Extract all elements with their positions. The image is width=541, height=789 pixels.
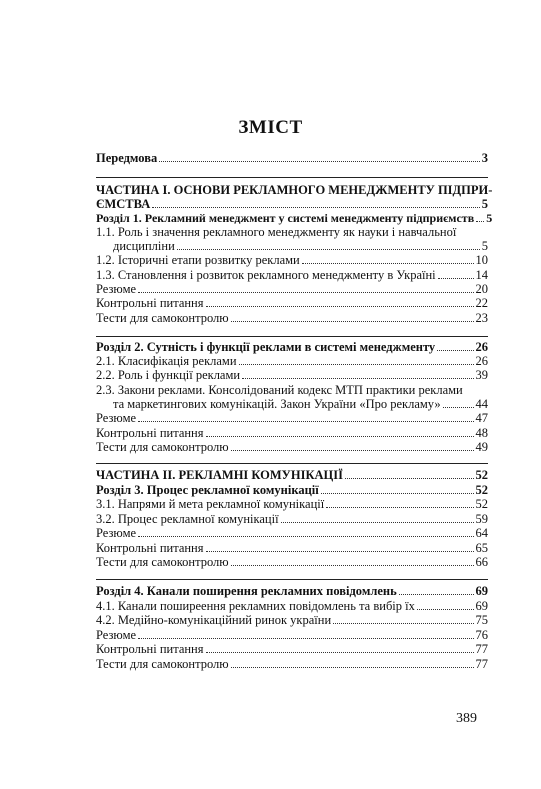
- toc-entry-page: 10: [475, 253, 488, 267]
- toc-entry-title: 3.1. Напрями й мета рекламної комунікації: [96, 497, 325, 511]
- toc-entry[interactable]: [96, 340, 488, 354]
- toc-entry-title: Контрольні питання: [96, 541, 204, 555]
- divider: [96, 177, 488, 178]
- toc-entry-page: 5: [481, 197, 488, 211]
- toc-entry[interactable]: [96, 282, 488, 296]
- toc-entry[interactable]: [96, 239, 488, 253]
- divider: [96, 463, 488, 464]
- toc-entry-title: Резюме: [96, 282, 137, 296]
- toc-entry[interactable]: [96, 197, 488, 211]
- toc-entry[interactable]: [96, 268, 488, 282]
- toc-entry-title: ЧАСТИНА ІІ. РЕКЛАМНІ КОМУНІКАЦІЇ: [96, 468, 343, 482]
- toc-entry-title: та маркетингових комунікацій. Закон України «Про рекламу»: [113, 397, 441, 411]
- toc-entry[interactable]: [96, 555, 488, 569]
- dot-leader: [281, 522, 474, 523]
- dot-leader: [206, 551, 474, 552]
- dot-leader: [333, 623, 473, 624]
- toc-entry-page: 5: [486, 211, 493, 225]
- toc-entry-page: 52: [475, 468, 488, 482]
- toc-entry-page: 52: [475, 483, 488, 497]
- toc-entry-page: 75: [475, 613, 488, 627]
- toc-entry-title: Тести для самоконтролю: [96, 555, 229, 569]
- toc-entry-page: 26: [475, 354, 488, 368]
- dot-leader: [231, 667, 474, 668]
- toc-entry-page: 77: [475, 642, 488, 656]
- toc-entry[interactable]: [96, 526, 488, 540]
- dot-leader: [443, 407, 474, 408]
- dot-leader: [138, 421, 473, 422]
- toc-entry-title: Передмова: [96, 151, 158, 165]
- toc-entry[interactable]: [96, 512, 488, 526]
- toc-entry[interactable]: [96, 253, 488, 267]
- toc-entry-title: 1.2. Історичні етапи розвитку реклами: [96, 253, 300, 267]
- toc-entry[interactable]: [96, 211, 493, 225]
- toc-entry-title: дисципліни: [113, 239, 175, 253]
- toc-entry-title: 2.1. Класифікація реклами: [96, 354, 237, 368]
- toc-entry-title: 2.3. Закони реклами. Консолідований кодекс МТП практики реклами: [96, 383, 463, 397]
- dot-leader: [302, 263, 474, 264]
- toc-entry-title: Розділ 4. Канали поширення рекламних повідомлень: [96, 584, 397, 598]
- page-number: 389: [456, 711, 477, 726]
- toc-entry-title: Тести для самоконтролю: [96, 657, 229, 671]
- dot-leader: [437, 350, 473, 351]
- toc-entry-title: Розділ 1. Рекламний менеджмент у системі менеджменту підприємств: [96, 211, 475, 225]
- toc-entry[interactable]: [96, 354, 488, 368]
- toc-entry-title: 3.2. Процес рекламної комунікації: [96, 512, 279, 526]
- toc-entry-page: 69: [475, 599, 488, 613]
- toc-entry[interactable]: [96, 584, 488, 598]
- toc-entry-title: Резюме: [96, 526, 137, 540]
- dot-leader: [206, 652, 474, 653]
- toc-entry-page: 77: [475, 657, 488, 671]
- toc-entry[interactable]: [96, 225, 488, 239]
- toc-entry[interactable]: [96, 468, 488, 482]
- dot-leader: [326, 507, 473, 508]
- dot-leader: [321, 493, 474, 494]
- dot-leader: [242, 378, 473, 379]
- toc-entry-page: 47: [475, 411, 488, 425]
- toc-entry-title: 4.2. Медійно-комунікаційний ринок україни: [96, 613, 332, 627]
- toc-entry-title: Тести для самоконтролю: [96, 440, 229, 454]
- dot-leader: [399, 594, 474, 595]
- dot-leader: [177, 249, 480, 250]
- toc-entry-title: Розділ 3. Процес рекламної комунікації: [96, 483, 319, 497]
- toc-entry-page: 66: [475, 555, 488, 569]
- dot-leader: [152, 207, 480, 208]
- toc-entry[interactable]: [96, 599, 488, 613]
- toc-entry-title: Тести для самоконтролю: [96, 311, 229, 325]
- dot-leader: [231, 321, 474, 322]
- toc-entry-page: 3: [481, 151, 488, 165]
- page-title: ЗМІСТ: [238, 117, 303, 138]
- toc-entry[interactable]: [96, 440, 488, 454]
- toc-entry-title: 4.1. Канали поширеення рекламних повідомлень та вибір їх: [96, 599, 415, 613]
- toc-entry-page: 52: [475, 497, 488, 511]
- dot-leader: [417, 609, 474, 610]
- dot-leader: [239, 364, 474, 365]
- toc-entry[interactable]: [96, 426, 488, 440]
- dot-leader: [138, 292, 473, 293]
- toc-entry[interactable]: [96, 642, 488, 656]
- dot-leader: [438, 278, 474, 279]
- toc-entry[interactable]: [96, 483, 488, 497]
- toc-entry-page: 39: [475, 368, 488, 382]
- toc-entry[interactable]: [96, 296, 488, 310]
- toc-entry-title: 1.3. Становлення і розвиток рекламного менеджменту в Україні: [96, 268, 436, 282]
- toc-entry-title: 1.1. Роль і значення рекламного менеджменту як науки і навчальної: [96, 225, 457, 239]
- toc-entry-page: 48: [475, 426, 488, 440]
- dot-leader: [345, 478, 474, 479]
- dot-leader: [206, 306, 474, 307]
- toc-entry-page: 65: [475, 541, 488, 555]
- toc-entry[interactable]: [96, 628, 488, 642]
- toc-entry-page: 26: [475, 340, 488, 354]
- toc-entry-title: Контрольні питання: [96, 642, 204, 656]
- toc-entry-page: 49: [475, 440, 488, 454]
- dot-leader: [206, 436, 474, 437]
- dot-leader: [231, 450, 474, 451]
- toc-entry-page: 59: [475, 512, 488, 526]
- toc-entry-title: ЧАСТИНА І. ОСНОВИ РЕКЛАМНОГО МЕНЕДЖМЕНТУ ПІДПРИ-: [96, 183, 493, 197]
- toc-entry[interactable]: [96, 657, 488, 671]
- toc-entry-page: 20: [475, 282, 488, 296]
- toc-entry-page: 23: [475, 311, 488, 325]
- dot-leader: [138, 638, 473, 639]
- toc-entry[interactable]: [96, 183, 493, 197]
- toc-entry-page: 69: [475, 584, 488, 598]
- toc-entry[interactable]: [96, 397, 488, 411]
- toc-entry-page: 64: [475, 526, 488, 540]
- toc-entry[interactable]: [96, 151, 488, 165]
- toc-entry[interactable]: [96, 497, 488, 511]
- dot-leader: [476, 221, 484, 222]
- dot-leader: [138, 536, 473, 537]
- toc-entry[interactable]: [96, 613, 488, 627]
- toc-entry-page: 22: [475, 296, 488, 310]
- toc-entry-title: Контрольні питання: [96, 426, 204, 440]
- toc-entry-title: Резюме: [96, 411, 137, 425]
- dot-leader: [159, 161, 480, 162]
- toc-entry[interactable]: [96, 541, 488, 555]
- toc-entry[interactable]: [96, 383, 488, 397]
- toc-entry[interactable]: [96, 411, 488, 425]
- toc-entry-page: 5: [481, 239, 488, 253]
- toc-entry-page: 14: [475, 268, 488, 282]
- toc-entry-title: 2.2. Роль і функції реклами: [96, 368, 241, 382]
- toc-entry-title: Резюме: [96, 628, 137, 642]
- toc-entry-title: Контрольні питання: [96, 296, 204, 310]
- toc-entry[interactable]: [96, 368, 488, 382]
- toc-entry[interactable]: [96, 311, 488, 325]
- dot-leader: [231, 565, 474, 566]
- divider: [96, 579, 488, 580]
- toc-entry-title: Розділ 2. Сутність і функції реклами в системі менеджменту: [96, 340, 436, 354]
- toc-entry-page: 44: [475, 397, 488, 411]
- toc-entry-title: ЄМСТВА: [96, 197, 151, 211]
- divider: [96, 336, 488, 337]
- toc-entry-page: 76: [475, 628, 488, 642]
